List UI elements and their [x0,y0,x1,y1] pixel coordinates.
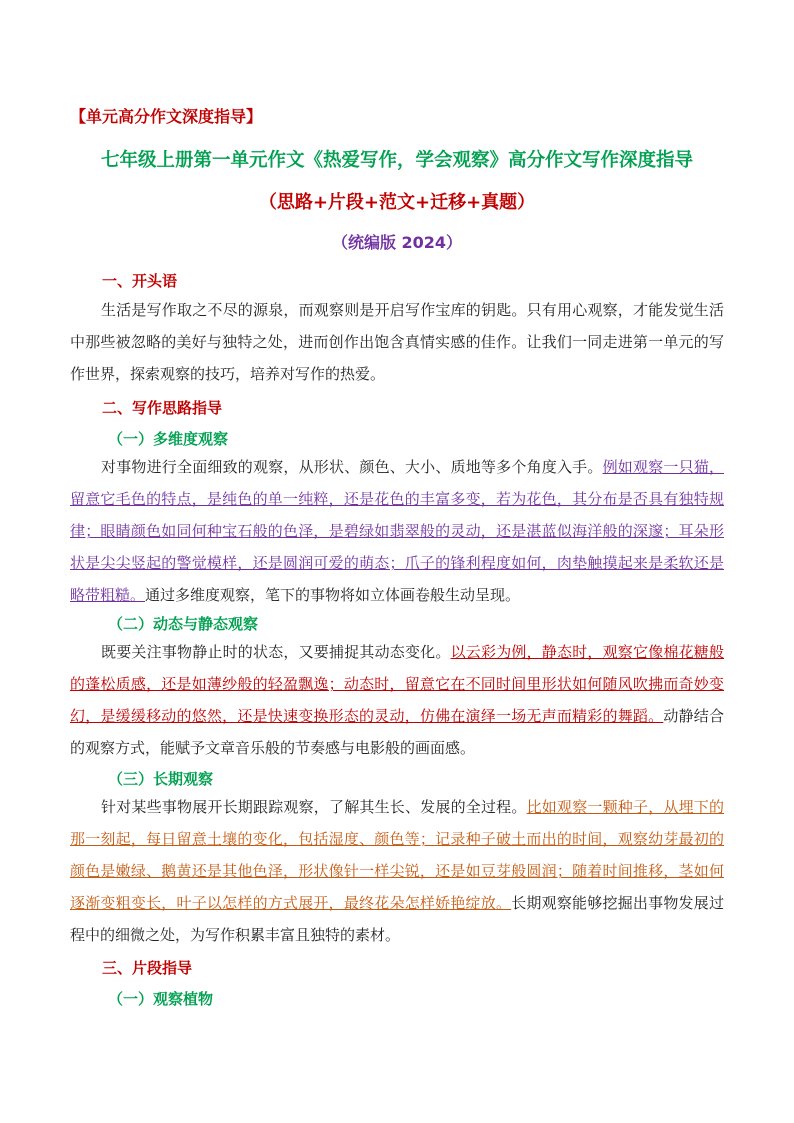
paragraph-long-term [70,791,724,951]
highlighted-example: 比如观察一颗种子，从埋下的那一刻起，每日留意土壤的变化，包括湿度、颜色等；记录种子破土而出的时间，观察幼芽最初的颜色是嫩绿、鹅黄还是其他色泽，形状像针一样尖锐，还是如豆芽般圆润；随着时间推移，茎如何逐渐变粗变长，叶子以怎样的方式展开，最终花朵怎样娇艳绽放。 [70,798,724,912]
subheading-dynamic-static: （二）动态与静态观察 [108,615,259,633]
paragraph-tail: 动静结合的观察方式，能赋予文章音乐般的节奏感与电影般的画面感。 [70,707,724,757]
highlighted-example: 以云彩为例，静态时，观察它像棉花糖般的蓬松质感，还是如薄纱般的轻盈飘逸；动态时，留意它在不同时间里形状如何随风吹拂而奇妙变幻，是缓缓移动的悠然，还是快速变换形态的灵动，仿佛在演绎一场无声而精彩的舞蹈。 [70,643,724,725]
edition-label: （统编版 2024） [331,233,463,252]
page-subtitle: （思路+片段+范文+迁移+真题） [258,192,536,213]
paragraph-lead: 针对某些事物展开长期跟踪观察，了解其生长、发展的全过程。 [101,798,527,816]
page-title: 七年级上册第一单元作文《热爱写作，学会观察》高分作文写作深度指导 [100,150,693,171]
paragraph-tail: 长期观察能够挖掘出事物发展过程中的细微之处，为写作积累丰富且独特的素材。 [70,894,724,944]
paragraph-lead: 对事物进行全面细致的观察，从形状、颜色、大小、质地等多个角度入手。 [101,458,603,476]
section-heading-fragments: 三、片段指导 [102,959,193,977]
subheading-multi-dimensional: （一）多维度观察 [108,430,229,448]
highlighted-example: 例如观察一只猫，留意它毛色的特点，是纯色的单一纯粹，还是花色的丰富多变，若为花色，其分布是否具有独特规律；眼睛颜色如同何种宝石般的色泽，是碧绿如翡翠般的灵动，还是湛蓝似海洋般的深邃；耳朵形状是尖尖竖起的警觉模样，还是圆润可爱的萌态；爪子的锋利程度如何，肉垫触摸起来是柔软还是略带粗糙。 [70,458,724,604]
subheading-observe-plants: （一）观察植物 [108,990,214,1008]
paragraph-lead: 既要关注事物静止时的状态，又要捕捉其动态变化。 [101,643,451,661]
intro-paragraph: 生活是写作取之不尽的源泉，而观察则是开启写作宝库的钥匙。只有用心观察，才能发觉生活中那些被忽略的美好与独特之处，进而创作出饱含真情实感的佳作。让我们一同走进第一单元的写作世界，探索观察的技巧，培养对写作的热爱。 [70,301,724,383]
unit-tag: 【单元高分作文深度指导】 [70,107,263,126]
paragraph-tail: 通过多维度观察，笔下的事物将如立体画卷般生动呈现。 [145,586,521,604]
section-heading-intro: 一、开头语 [102,272,178,290]
subheading-long-term: （三）长期观察 [108,770,214,788]
section-heading-approach: 二、写作思路指导 [102,399,223,417]
paragraph-dynamic-static [70,636,724,764]
paragraph-multi-dimensional [70,451,724,611]
